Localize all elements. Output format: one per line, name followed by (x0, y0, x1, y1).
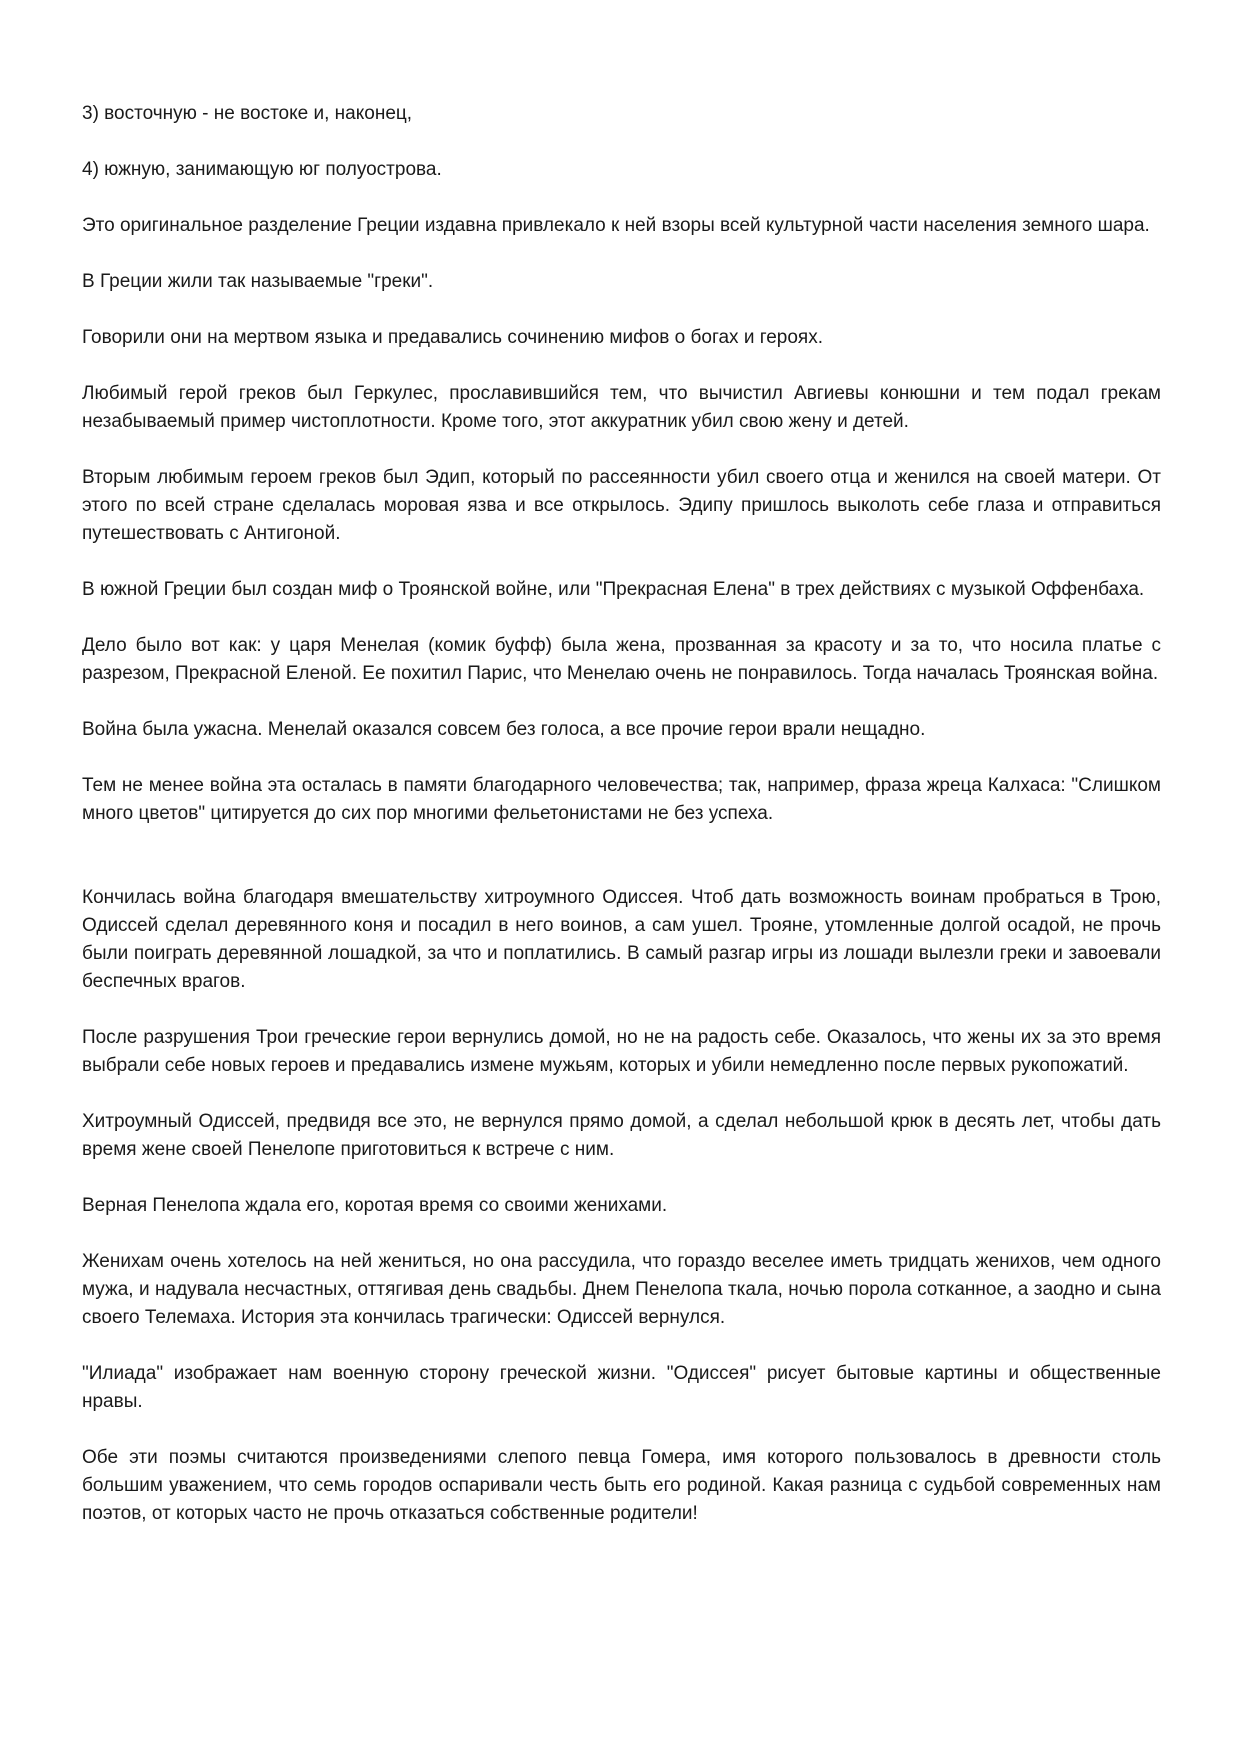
paragraph: В южной Греции был создан миф о Троянской войне, или "Прекрасная Елена" в трех действиях с музыкой Оффенбаха. (82, 579, 1145, 600)
paragraph: Любимый герой греков был Геркулес, прославившийся тем, что вычистил Авгиевы конюшни и тем подал грекам незабываемый пример чистоплотности. Кроме того, этот аккуратник убил свою жену и детей. (82, 383, 1161, 432)
paragraph: Вторым любимым героем греков был Эдип, который по рассеянности убил своего отца и женился на своей матери. От этого по всей стране сделалась моровая язва и все открылось. Эдипу пришлось выколоть себе глаза и отправиться путешествовать с Антигоной. (82, 467, 1161, 544)
paragraph: 4) южную, занимающую юг полуострова. (82, 159, 442, 180)
paragraph: В Греции жили так называемые "греки". (82, 271, 434, 292)
document-page (82, 100, 1161, 1556)
paragraph: "Илиада" изображает нам военную сторону греческой жизни. "Одиссея" рисует бытовые картины и общественные нравы. (82, 1363, 1161, 1412)
paragraph: Женихам очень хотелось на ней жениться, но она рассудила, что гораздо веселее иметь тридцать женихов, чем одного мужа, и надувала несчастных, оттягивая день свадьбы. Днем Пенелопа ткала, ночью порола сотканное, а заодно и сына своего Телемаха. История эта кончилась трагически: Одиссей вернулся. (82, 1251, 1161, 1328)
paragraph: Кончилась война благодаря вмешательству хитроумного Одиссея. Чтоб дать возможность воинам пробраться в Трою, Одиссей сделал деревянного коня и посадил в него воинов, а сам ушел. Трояне, утомленные долгой осадой, не прочь были поиграть деревянной лошадкой, за что и поплатились. В самый разгар игры из лошади вылезли греки и завоевали беспечных врагов. (82, 887, 1161, 992)
paragraph: Это оригинальное разделение Греции издавна привлекало к ней взоры всей культурной части населения земного шара. (82, 215, 1150, 236)
paragraph: Говорили они на мертвом языка и предавались сочинению мифов о богах и героях. (82, 327, 823, 348)
paragraph: Верная Пенелопа ждала его, коротая время со своими женихами. (82, 1195, 668, 1216)
paragraph: Дело было вот как: у царя Менелая (комик буфф) была жена, прозванная за красоту и за то, что носила платье с разрезом, Прекрасной Еленой. Ее похитил Парис, что Менелаю очень не понравилось. Тогда началась Троянская война. (82, 635, 1161, 684)
paragraph: Обе эти поэмы считаются произведениями слепого певца Гомера, имя которого пользовалось в древности столь большим уважением, что семь городов оспаривали честь быть его родиной. Какая разница с судьбой современных нам поэтов, от которых часто не прочь отказаться собственные родители! (82, 1447, 1161, 1524)
paragraph: Тем не менее война эта осталась в памяти благодарного человечества; так, например, фраза жреца Калхаса: "Слишком много цветов" цитируется до сих пор многими фельетонистами не без успеха. (82, 775, 1161, 824)
paragraph: Война была ужасна. Менелай оказался совсем без голоса, а все прочие герои врали нещадно. (82, 719, 926, 740)
paragraph: Хитроумный Одиссей, предвидя все это, не вернулся прямо домой, а сделал небольшой крюк в десять лет, чтобы дать время жене своей Пенелопе приготовиться к встрече с ним. (82, 1111, 1161, 1160)
paragraph: После разрушения Трои греческие герои вернулись домой, но не на радость себе. Оказалось, что жены их за это время выбрали себе новых героев и предавались измене мужьям, которых и убили немедленно после первых рукопожатий. (82, 1027, 1161, 1076)
paragraph: 3) восточную - не востоке и, наконец, (82, 103, 413, 124)
